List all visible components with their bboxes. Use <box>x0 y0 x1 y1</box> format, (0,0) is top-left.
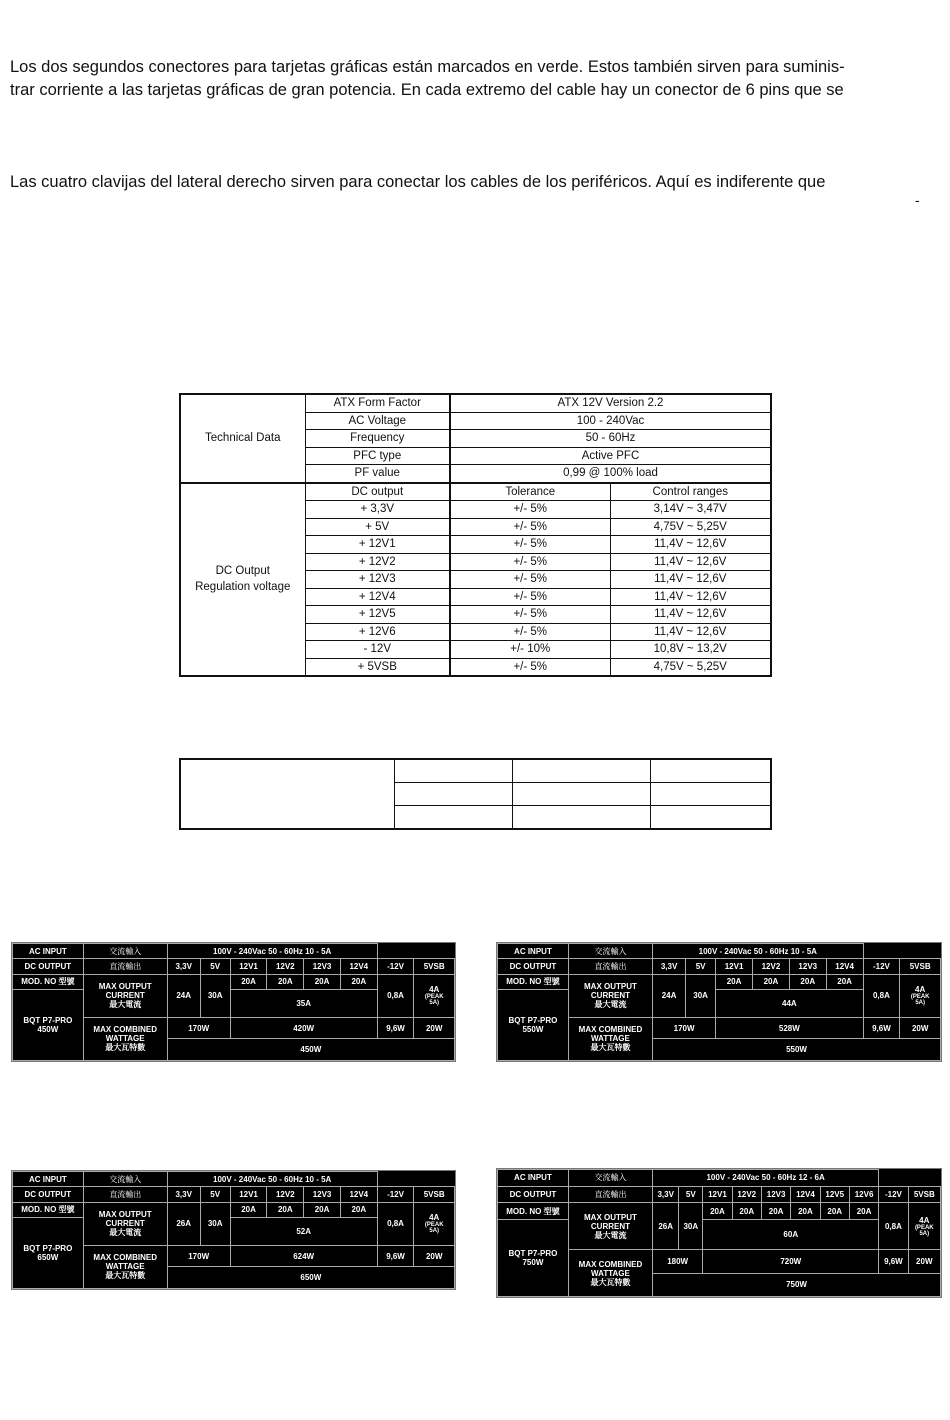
psu-label-table <box>12 1171 455 1289</box>
mod-no-text: MOD. NO <box>21 977 57 987</box>
psu-label-table <box>497 943 941 1061</box>
wattage-5vsb: 20W <box>414 1245 455 1267</box>
wattage-12v: 624W <box>230 1245 377 1267</box>
regulation-voltage-label: Regulation voltage <box>195 581 291 594</box>
combined-12v-current: 52A <box>230 1218 377 1246</box>
current-3v3: 26A <box>653 1203 679 1250</box>
dc-output-label: DC Output <box>215 565 270 578</box>
voltage-header: 12V4 <box>340 1187 377 1202</box>
label-text-line: WATTAGE <box>105 1034 145 1044</box>
current-12v-rail: 20A <box>826 974 863 989</box>
label-text-line: 5A) <box>919 1230 930 1237</box>
voltage-header: 12V1 <box>716 959 753 974</box>
psu-label-650w <box>11 1170 456 1290</box>
current-3v3: 26A <box>167 1202 200 1245</box>
spec-value: 0,99 @ 100% load <box>450 465 771 483</box>
empty-table <box>179 758 772 830</box>
spec-key: PFC type <box>305 447 450 465</box>
label-text-line: MAX COMBINED <box>93 1253 157 1263</box>
total-wattage: 450W <box>167 1039 454 1061</box>
label-text-line: CURRENT <box>105 991 145 1001</box>
max-combined-wattage-label <box>83 1017 167 1060</box>
spec-row <box>180 394 771 412</box>
combined-12v-current: 35A <box>230 990 377 1018</box>
mod-no-text-cn: 型號 <box>58 977 75 987</box>
ac-input-value: 100V - 240Vac 50 - 60Hz 10 - 5A <box>167 1172 377 1187</box>
wattage-3v3-5v: 180W <box>653 1250 703 1273</box>
label-text-line: MAX OUTPUT <box>584 982 637 992</box>
mod-no-text-cn: 型號 <box>58 1205 75 1215</box>
current-neg12v: 0,8A <box>879 1203 908 1250</box>
model-number-label <box>13 974 84 989</box>
empty-cell <box>650 759 771 783</box>
label-text-line: MAX OUTPUT <box>584 1212 637 1222</box>
wattage-12v: 720W <box>703 1250 879 1273</box>
dc-output-label-cn: 直流輸出 <box>83 959 167 974</box>
label-text-line: 650W <box>37 1253 59 1263</box>
max-output-current-label <box>83 974 167 1017</box>
dc-cell: + 12V4 <box>305 588 450 606</box>
ac-input-value: 100V - 240Vac 50 - 60Hz 10 - 5A <box>167 944 377 959</box>
psu-label-table <box>12 943 455 1061</box>
current-5v: 30A <box>200 1202 230 1245</box>
voltage-header: 12V1 <box>230 1187 267 1202</box>
combined-12v-current: 60A <box>703 1220 879 1250</box>
dc-cell: + 3,3V <box>305 501 450 519</box>
wattage-neg12v: 9,6W <box>879 1250 908 1273</box>
voltage-header: 5V <box>200 1187 230 1202</box>
spec-value: 100 - 240Vac <box>450 412 771 430</box>
voltage-header: 5V <box>686 959 716 974</box>
dc-cell: 11,4V ~ 12,6V <box>610 553 771 571</box>
total-wattage: 750W <box>653 1273 941 1296</box>
current-5vsb <box>414 1202 455 1245</box>
dc-cell: +/- 10% <box>450 641 610 659</box>
dc-output-label: DC OUTPUT <box>498 959 569 974</box>
voltage-header: -12V <box>879 1186 908 1203</box>
ac-input-label: AC INPUT <box>13 944 84 959</box>
dc-cell: 11,4V ~ 12,6V <box>610 623 771 641</box>
dc-output-label: DC OUTPUT <box>13 959 84 974</box>
voltage-header: 12V2 <box>732 1186 761 1203</box>
label-text-line: MAX OUTPUT <box>98 1210 152 1220</box>
label-text-line: 最大電流 <box>109 1000 142 1010</box>
ac-input-value: 100V - 240Vac 50 - 60Hz 10 - 5A <box>653 944 864 959</box>
current-12v-rail: 20A <box>791 1203 820 1220</box>
label-text-line: 4A <box>919 1215 930 1225</box>
label-text-line: WATTAGE <box>591 1268 630 1278</box>
dc-output-label: DC OUTPUT <box>498 1186 569 1203</box>
label-text-line: CURRENT <box>590 991 630 1001</box>
voltage-header: -12V <box>863 959 900 974</box>
voltage-header: 3,3V <box>167 959 200 974</box>
technical-data-label: Technical Data <box>180 394 305 483</box>
current-12v-rail: 20A <box>716 974 753 989</box>
current-5v: 30A <box>679 1203 703 1250</box>
dc-cell: + 12V2 <box>305 553 450 571</box>
label-text-line: BQT P7-PRO <box>508 1249 558 1259</box>
dc-cell: +/- 5% <box>450 518 610 536</box>
wattage-3v3-5v: 170W <box>653 1017 716 1039</box>
voltage-header: 12V6 <box>849 1186 878 1203</box>
voltage-header: 5V <box>679 1186 703 1203</box>
current-neg12v: 0,8A <box>377 974 414 1017</box>
voltage-header: 5VSB <box>908 1186 940 1203</box>
label-text-line: 最大電流 <box>109 1228 142 1238</box>
label-text-line: BQT P7-PRO <box>508 1016 558 1026</box>
voltage-header: 12V2 <box>753 959 790 974</box>
voltage-header: 12V4 <box>340 959 377 974</box>
dc-cell: 3,14V ~ 3,47V <box>610 501 771 519</box>
current-12v-rail: 20A <box>230 974 267 989</box>
model-number-label <box>498 974 569 989</box>
max-combined-wattage-label <box>568 1017 652 1060</box>
wattage-5vsb: 20W <box>414 1017 455 1039</box>
dc-cell: 11,4V ~ 12,6V <box>610 588 771 606</box>
total-wattage: 650W <box>167 1267 454 1289</box>
label-text-line: MAX COMBINED <box>578 1025 643 1035</box>
label-text-line: 4A <box>429 1213 440 1223</box>
ac-input-label: AC INPUT <box>498 1170 569 1187</box>
voltage-header: 3,3V <box>167 1187 200 1202</box>
wattage-5vsb: 20W <box>908 1250 940 1273</box>
label-text-line: MAX COMBINED <box>93 1025 157 1035</box>
label-text-line: WATTAGE <box>105 1262 145 1272</box>
psu-label-450w <box>11 942 456 1062</box>
voltage-header: 12V5 <box>820 1186 849 1203</box>
spec-key: AC Voltage <box>305 412 450 430</box>
voltage-header: 12V3 <box>304 959 341 974</box>
max-combined-wattage-label <box>83 1245 167 1288</box>
dc-cell: 4,75V ~ 5,25V <box>610 658 771 676</box>
mod-no-text: MOD. NO <box>506 977 542 987</box>
label-text-line: (PEAK <box>914 1224 934 1231</box>
voltage-header: 5VSB <box>900 959 941 974</box>
label-text-line: 750W <box>522 1258 544 1268</box>
wattage-neg12v: 9,6W <box>377 1017 414 1039</box>
dc-output-label-cn: 直流輸出 <box>83 1187 167 1202</box>
current-12v-rail: 20A <box>761 1203 790 1220</box>
label-text-line: 4A <box>429 985 440 995</box>
dc-header-cell: Tolerance <box>450 483 610 501</box>
dc-header-row <box>180 483 771 501</box>
label-text-line: CURRENT <box>105 1219 145 1229</box>
dc-cell: +/- 5% <box>450 501 610 519</box>
model-name <box>498 1220 569 1297</box>
dc-header-cell: DC output <box>305 483 450 501</box>
dc-cell: +/- 5% <box>450 536 610 554</box>
voltage-header: 12V4 <box>791 1186 820 1203</box>
current-5v: 30A <box>200 974 230 1017</box>
current-12v-rail: 20A <box>849 1203 878 1220</box>
current-12v-rail: 20A <box>304 974 341 989</box>
spec-key: ATX Form Factor <box>305 394 450 412</box>
label-text-line: CURRENT <box>590 1221 630 1231</box>
dc-cell: 4,75V ~ 5,25V <box>610 518 771 536</box>
current-12v-rail: 20A <box>703 1203 732 1220</box>
dc-output-label-cn: 直流輸出 <box>568 959 652 974</box>
ac-input-label: AC INPUT <box>13 1172 84 1187</box>
wattage-12v: 420W <box>230 1017 377 1039</box>
psu-label-table <box>497 1169 941 1297</box>
voltage-header: 5VSB <box>414 1187 455 1202</box>
max-output-current-label <box>83 1202 167 1245</box>
empty-cell <box>394 759 512 783</box>
spec-value: Active PFC <box>450 447 771 465</box>
current-3v3: 24A <box>167 974 200 1017</box>
dc-output-group-label <box>180 483 305 677</box>
empty-cell <box>512 759 650 783</box>
model-number-label <box>13 1202 84 1217</box>
mod-no-text: MOD. NO <box>21 1205 57 1215</box>
empty-cell <box>650 806 771 830</box>
ac-input-value: 100V - 240Vac 50 - 60Hz 12 - 6A <box>653 1170 879 1187</box>
dc-cell: +/- 5% <box>450 658 610 676</box>
current-12v-rail: 20A <box>753 974 790 989</box>
empty-cell <box>512 783 650 806</box>
voltage-header: 12V1 <box>703 1186 732 1203</box>
spec-value: ATX 12V Version 2.2 <box>450 394 771 412</box>
wattage-neg12v: 9,6W <box>377 1245 414 1267</box>
ac-input-label-cn: 交流輸入 <box>83 944 167 959</box>
dc-cell: + 5VSB <box>305 658 450 676</box>
current-12v-rail: 20A <box>789 974 826 989</box>
paragraph-line: trar corriente a las tarjetas gráficas de gran potencia. En cada extremo del cable hay un conector de 6 pins que se <box>10 81 844 99</box>
label-text-line: (PEAK <box>424 994 444 1001</box>
spec-key: Frequency <box>305 430 450 448</box>
label-text-line: 最大瓦特數 <box>590 1277 631 1287</box>
label-text-line: MAX OUTPUT <box>98 982 152 992</box>
label-text-line: 4A <box>915 985 926 995</box>
dc-cell: + 12V3 <box>305 571 450 589</box>
paragraph-line: Los dos segundos conectores para tarjetas gráficas están marcados en verde. Estos también sirven para suminis- <box>10 58 845 76</box>
label-text-line: (PEAK <box>910 994 930 1001</box>
current-3v3: 24A <box>653 974 686 1017</box>
label-text-line: 5A) <box>429 1228 440 1235</box>
voltage-header: 12V1 <box>230 959 267 974</box>
voltage-header: 3,3V <box>653 1186 679 1203</box>
current-12v-rail: 20A <box>230 1202 267 1217</box>
wattage-3v3-5v: 170W <box>167 1245 230 1267</box>
ac-input-label: AC INPUT <box>498 944 569 959</box>
dc-cell: 11,4V ~ 12,6V <box>610 571 771 589</box>
current-5v: 30A <box>686 974 716 1017</box>
technical-spec-table <box>179 393 772 677</box>
label-text-line: 5A) <box>915 1000 925 1007</box>
ac-input-label-cn: 交流輸入 <box>568 944 652 959</box>
current-12v-rail: 20A <box>820 1203 849 1220</box>
dc-cell: 11,4V ~ 12,6V <box>610 536 771 554</box>
wattage-neg12v: 9,6W <box>863 1017 900 1039</box>
current-12v-rail: 20A <box>267 1202 304 1217</box>
model-name <box>13 990 84 1061</box>
max-output-current-label <box>568 974 652 1017</box>
label-text-line: BQT P7-PRO <box>23 1016 73 1026</box>
hyphen-mark: - <box>915 192 920 208</box>
model-number-label <box>498 1203 569 1220</box>
model-name <box>13 1218 84 1289</box>
voltage-header: 12V2 <box>267 1187 304 1202</box>
label-text-line: 最大瓦特數 <box>590 1043 631 1053</box>
dc-cell: +/- 5% <box>450 553 610 571</box>
dc-cell: +/- 5% <box>450 571 610 589</box>
dc-cell: +/- 5% <box>450 588 610 606</box>
label-text-line: BQT P7-PRO <box>23 1244 73 1254</box>
dc-cell: + 5V <box>305 518 450 536</box>
dc-output-label: DC OUTPUT <box>13 1187 84 1202</box>
dc-cell: +/- 5% <box>450 606 610 624</box>
mod-no-text-cn: 型號 <box>543 977 560 987</box>
voltage-header: 5V <box>200 959 230 974</box>
dc-output-label-cn: 直流輸出 <box>568 1186 652 1203</box>
wattage-3v3-5v: 170W <box>167 1017 230 1039</box>
mod-no-text-cn: 型號 <box>543 1206 560 1216</box>
label-text-line: 最大瓦特數 <box>105 1043 146 1053</box>
voltage-header: -12V <box>377 959 414 974</box>
dc-cell: 10,8V ~ 13,2V <box>610 641 771 659</box>
empty-cell <box>394 783 512 806</box>
voltage-header: 12V3 <box>761 1186 790 1203</box>
psu-label-750w <box>496 1168 942 1298</box>
wattage-5vsb: 20W <box>900 1017 941 1039</box>
dc-cell: + 12V5 <box>305 606 450 624</box>
dc-cell: - 12V <box>305 641 450 659</box>
current-12v-rail: 20A <box>304 1202 341 1217</box>
current-12v-rail: 20A <box>732 1203 761 1220</box>
empty-cell <box>180 759 394 829</box>
ac-input-label-cn: 交流輸入 <box>568 1170 652 1187</box>
voltage-header: 3,3V <box>653 959 686 974</box>
wattage-12v: 528W <box>716 1017 863 1039</box>
dc-cell: +/- 5% <box>450 623 610 641</box>
ac-input-label-cn: 交流輸入 <box>83 1172 167 1187</box>
label-text-line: 最大瓦特數 <box>105 1271 146 1281</box>
spec-value: 50 - 60Hz <box>450 430 771 448</box>
label-text-line: 450W <box>37 1025 59 1035</box>
dc-header-cell: Control ranges <box>610 483 771 501</box>
voltage-header: -12V <box>377 1187 414 1202</box>
label-text-line: (PEAK <box>424 1222 444 1229</box>
max-combined-wattage-label <box>568 1250 652 1297</box>
max-output-current-label <box>568 1203 652 1250</box>
label-text-line: 最大電流 <box>594 1000 627 1010</box>
psu-label-550w <box>496 942 942 1062</box>
voltage-header: 12V3 <box>304 1187 341 1202</box>
current-neg12v: 0,8A <box>377 1202 414 1245</box>
current-12v-rail: 20A <box>267 974 304 989</box>
label-text-line: WATTAGE <box>591 1034 630 1044</box>
mod-no-text: MOD. NO <box>506 1206 542 1216</box>
dc-cell: + 12V6 <box>305 623 450 641</box>
total-wattage: 550W <box>653 1039 941 1061</box>
combined-12v-current: 44A <box>716 990 863 1018</box>
label-text-line: 最大電流 <box>594 1230 627 1240</box>
current-neg12v: 0,8A <box>863 974 900 1017</box>
current-5vsb <box>900 974 941 1017</box>
current-12v-rail: 20A <box>340 1202 377 1217</box>
dc-cell: + 12V1 <box>305 536 450 554</box>
empty-cell <box>512 806 650 830</box>
model-name <box>498 990 569 1061</box>
label-text-line: MAX COMBINED <box>578 1259 643 1269</box>
current-5vsb <box>414 974 455 1017</box>
current-5vsb <box>908 1203 940 1250</box>
paragraph-line: Las cuatro clavijas del lateral derecho sirven para conectar los cables de los periféricos. Aquí es indiferente que <box>10 173 826 191</box>
label-text-line: 5A) <box>429 1000 440 1007</box>
spec-key: PF value <box>305 465 450 483</box>
voltage-header: 5VSB <box>414 959 455 974</box>
voltage-header: 12V3 <box>789 959 826 974</box>
dc-cell: 11,4V ~ 12,6V <box>610 606 771 624</box>
voltage-header: 12V4 <box>826 959 863 974</box>
voltage-header: 12V2 <box>267 959 304 974</box>
current-12v-rail: 20A <box>340 974 377 989</box>
empty-cell <box>394 806 512 830</box>
label-text-line: 550W <box>522 1025 544 1035</box>
empty-cell <box>650 783 771 806</box>
